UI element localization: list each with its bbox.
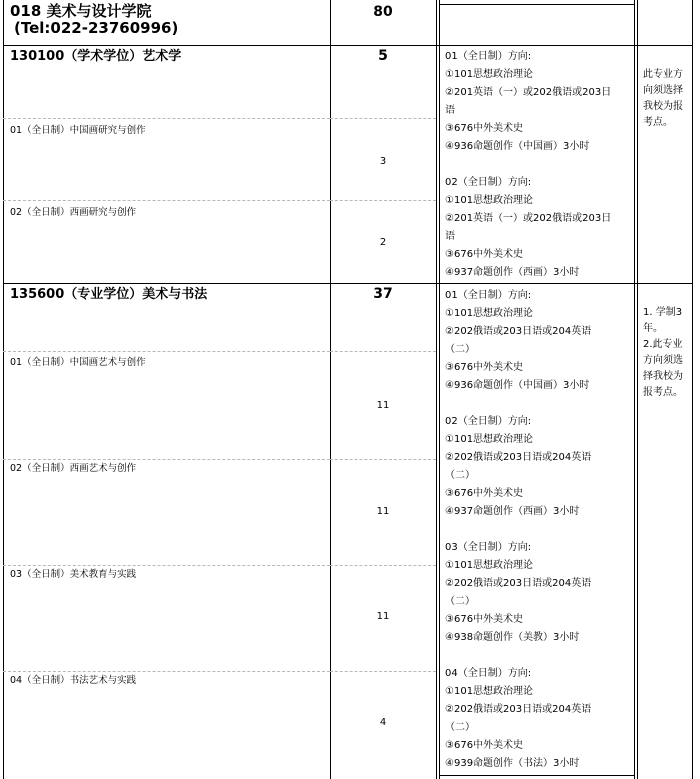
note-line: 此专业方 [643,69,683,80]
exam-subject-language-cont: 语 [445,231,455,242]
note-line: 我校为报 [643,101,683,112]
direction-label: 03（全日制）美术教育与实践 [10,569,137,580]
note-line: 择我校为 [643,371,683,382]
program-title: 130100（学术学位）艺术学 [10,49,182,64]
direction-quota: 4 [379,717,387,728]
exam-subject-language: ②201英语（一）或202俄语或203日 [445,87,612,98]
exam-subject-politics: ①101思想政治理论 [445,308,534,319]
exam-heading: 01（全日制）方向: [445,290,532,301]
exam-cell-top-border [439,4,635,5]
exam-subject-art-history: ③676中外美术史 [445,123,524,134]
note-line: 方向须选 [643,355,683,366]
direction-label: 04（全日制）书法艺术与实践 [10,675,137,686]
program-note [643,67,693,131]
direction-label: 02（全日制）西画研究与创作 [10,207,137,218]
row-border-program [3,283,693,284]
program-quota: 37 [373,286,393,302]
exam-subject-language-cont: （二） [445,470,475,481]
exam-heading: 02（全日制）方向: [445,416,532,427]
exam-subject-art-history: ③676中外美术史 [445,488,524,499]
subrow-separator [3,459,330,460]
exam-subject-language-cont: （二） [445,596,475,607]
direction-label: 01（全日制）中国画艺术与创作 [10,357,146,368]
exam-subject-language: ②202俄语或203日语或204英语 [445,326,592,337]
col-border-exam-right [634,0,635,779]
program-title: 135600（专业学位）美术与书法 [10,287,208,302]
direction-quota: 3 [379,156,387,167]
direction-label: 02（全日制）西画艺术与创作 [10,463,137,474]
col-border-quota-left [330,0,331,779]
exam-subject-art-history: ③676中外美术史 [445,249,524,260]
exam-subject-politics: ①101思想政治理论 [445,69,534,80]
note-line: 考点。 [643,117,673,128]
exam-heading: 02（全日制）方向: [445,177,532,188]
subrow-separator [3,200,330,201]
exam-cell-bottom-border [439,775,635,776]
exam-subject-politics: ①101思想政治理论 [445,560,534,571]
exam-subject-language-cont: 语 [445,105,455,116]
note-line: 2.此专业 [643,339,683,350]
subrow-separator [330,459,436,460]
exam-subject-creation: ④936命题创作（中国画）3小时 [445,141,590,152]
exam-subject-language: ②202俄语或203日语或204英语 [445,452,592,463]
exam-heading: 01（全日制）方向: [445,51,532,62]
direction-quota: 11 [376,506,390,517]
exam-subject-creation: ④938命题创作（美教）3小时 [445,632,580,643]
col-border-left [3,0,4,779]
exam-subject-language-cont: （二） [445,722,475,733]
subrow-separator [330,565,436,566]
subrow-separator [3,118,330,119]
exam-subject-creation: ④936命题创作（中国画）3小时 [445,380,590,391]
direction-quota: 2 [379,237,387,248]
exam-subject-language: ②201英语（一）或202俄语或203日 [445,213,612,224]
program-note [643,305,693,401]
subrow-separator [3,565,330,566]
exam-subject-language-cont: （二） [445,344,475,355]
note-line: 年。 [643,323,663,334]
subrow-separator [3,671,330,672]
note-line: 向须选择 [643,85,683,96]
exam-subjects-program-2 [445,287,591,773]
subrow-separator [330,671,436,672]
subrow-separator [330,351,436,352]
exam-subject-art-history: ③676中外美术史 [445,614,524,625]
exam-subjects-program-1 [445,48,611,282]
exam-subject-art-history: ③676中外美术史 [445,740,524,751]
exam-subject-creation: ④939命题创作（书法）3小时 [445,758,580,769]
direction-quota: 11 [376,611,390,622]
col-border-exam-left [439,0,440,779]
department-tel: (Tel:022-23760996) [14,19,179,37]
subrow-separator [330,118,436,119]
exam-subject-politics: ①101思想政治理论 [445,195,534,206]
subrow-separator [330,200,436,201]
department-quota: 80 [373,4,393,20]
note-line: 报考点。 [643,387,683,398]
exam-subject-language: ②202俄语或203日语或204英语 [445,578,592,589]
direction-label: 01（全日制）中国画研究与创作 [10,125,146,136]
direction-quota: 11 [376,400,390,411]
exam-heading: 03（全日制）方向: [445,542,532,553]
program-quota: 5 [378,48,388,64]
exam-subject-art-history: ③676中外美术史 [445,362,524,373]
row-border-department [3,45,693,46]
exam-subject-language: ②202俄语或203日语或204英语 [445,704,592,715]
exam-subject-creation: ④937命题创作（西画）3小时 [445,267,580,278]
exam-subject-politics: ①101思想政治理论 [445,686,534,697]
subrow-separator [3,351,330,352]
exam-subject-creation: ④937命题创作（西画）3小时 [445,506,580,517]
col-border-quota-right [436,0,437,779]
exam-subject-politics: ①101思想政治理论 [445,434,534,445]
department-name: 018 美术与设计学院 [10,2,152,20]
col-border-note-left [637,0,638,779]
exam-heading: 04（全日制）方向: [445,668,532,679]
note-line: 1. 学制3 [643,307,683,318]
